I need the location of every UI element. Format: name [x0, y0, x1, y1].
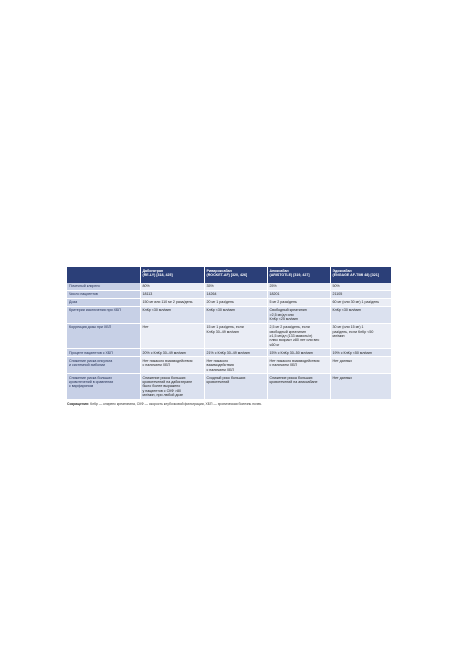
- table-cell: Нет данных: [330, 357, 391, 374]
- row-label: Почечный клиренс: [67, 283, 140, 291]
- table-row: [67, 307, 391, 324]
- table-cell: 18201: [267, 291, 330, 299]
- table-row: [67, 357, 391, 374]
- table-cell: 20 мг 1 раз/день: [204, 299, 267, 307]
- table-cell: Снижение риска больших кровотечений на дабигатране было более выражено у пациентов с СКФ >80 мл/мин, при любой дозе: [140, 374, 204, 400]
- table-cell: КлКр <30 мл/мин: [204, 307, 267, 324]
- table-cell: Нет: [140, 323, 204, 349]
- abbreviations-label: Сокращения:: [67, 401, 90, 406]
- header-edoxaban: Эдоксабан (ENGAGE AF-TIMI 48) [321]: [330, 267, 391, 283]
- abbreviations-text: КлКр — клиренс креатинина, СКФ — скорость клубочковой фильтрации, ХБП — хроническая болезнь почек.: [89, 401, 262, 406]
- table-cell: 15 мг 1 раз/день, если КлКр 30–49 мл/мин: [204, 323, 267, 349]
- table-header-row: [67, 267, 391, 283]
- table-cell: 18113: [140, 291, 204, 299]
- header-rivaroxaban: Ривароксабан (ROCKET-AF) [320, 426]: [204, 267, 267, 283]
- header-apixaban: Апиксабан (ARISTOTLE) [319, 427]: [267, 267, 330, 283]
- document-table-block: [67, 267, 391, 406]
- table-cell: Нет никакого взаимодействия с наличием ХБП: [204, 357, 267, 374]
- table-cell: 14264: [204, 291, 267, 299]
- table-cell: 50%: [330, 283, 391, 291]
- table-cell: Нет никакого взаимодействия с наличием ХБП: [140, 357, 204, 374]
- table-row: [67, 323, 391, 349]
- abbreviations-note: [67, 402, 391, 406]
- table-cell: КлКр <30 мл/мин: [330, 307, 391, 324]
- table-cell: 21% с КлКр 30–49 мл/мин: [204, 349, 267, 357]
- table-row: [67, 349, 391, 357]
- row-label: Процент пациентов с ХБП: [67, 349, 140, 357]
- row-label: Коррекция дозы при ХБП: [67, 323, 140, 349]
- table-row: [67, 299, 391, 307]
- row-label: Число пациентов: [67, 291, 140, 299]
- table-cell: 19% с КлКр <50 мл/мин: [330, 349, 391, 357]
- header-dabigatran: Дабигатран (RE-LY) [318, 425]: [140, 267, 204, 283]
- comparison-table: [67, 267, 392, 400]
- table-cell: 21105: [330, 291, 391, 299]
- table-cell: Сходный риск больших кровотечений: [204, 374, 267, 400]
- row-label: Доза: [67, 299, 140, 307]
- table-cell: Нет данных: [330, 374, 391, 400]
- table-row: [67, 374, 391, 400]
- table-cell: Нет никакого взаимодействия с наличием ХБП: [267, 357, 330, 374]
- row-label: Снижение риска инсульта и системной эмболии: [67, 357, 140, 374]
- table-row: [67, 283, 391, 291]
- table-cell: Снижение риска больших кровотечений на апиксабане: [267, 374, 330, 400]
- table-cell: 80%: [140, 283, 204, 291]
- table-cell: 2,5 мг 2 раза/день, если свободный креатинин ≥1,5 мг/дл (133 мкмоль/л) плюс возраст ≥80 лет или вес ≤60 кг: [267, 323, 330, 349]
- header-cell-blank: [67, 267, 140, 283]
- table-cell: 15% с КлКр 30–50 мл/мин: [267, 349, 330, 357]
- table-cell: 150 мг или 110 мг 2 раза/день: [140, 299, 204, 307]
- row-label: Критерии исключения при ХБП: [67, 307, 140, 324]
- table-cell: 20% с КлКр 30–49 мл/мин: [140, 349, 204, 357]
- table-cell: 30 мг (или 15 мг) 1 раз/день, если КлКр <50 мл/мин: [330, 323, 391, 349]
- table-cell: 35%: [204, 283, 267, 291]
- table-cell: 5 мг 2 раза/день: [267, 299, 330, 307]
- table-cell: 25%: [267, 283, 330, 291]
- row-label: Снижение риска больших кровотечений в сравнении с варфарином: [67, 374, 140, 400]
- table-cell: Свободный креатинин >2,5 мг/дл или КлКр <25 мл/мин: [267, 307, 330, 324]
- table-row: [67, 291, 391, 299]
- table-cell: 60 мг (или 30 мг) 1 раз/день: [330, 299, 391, 307]
- table-cell: КлКр <30 мл/мин: [140, 307, 204, 324]
